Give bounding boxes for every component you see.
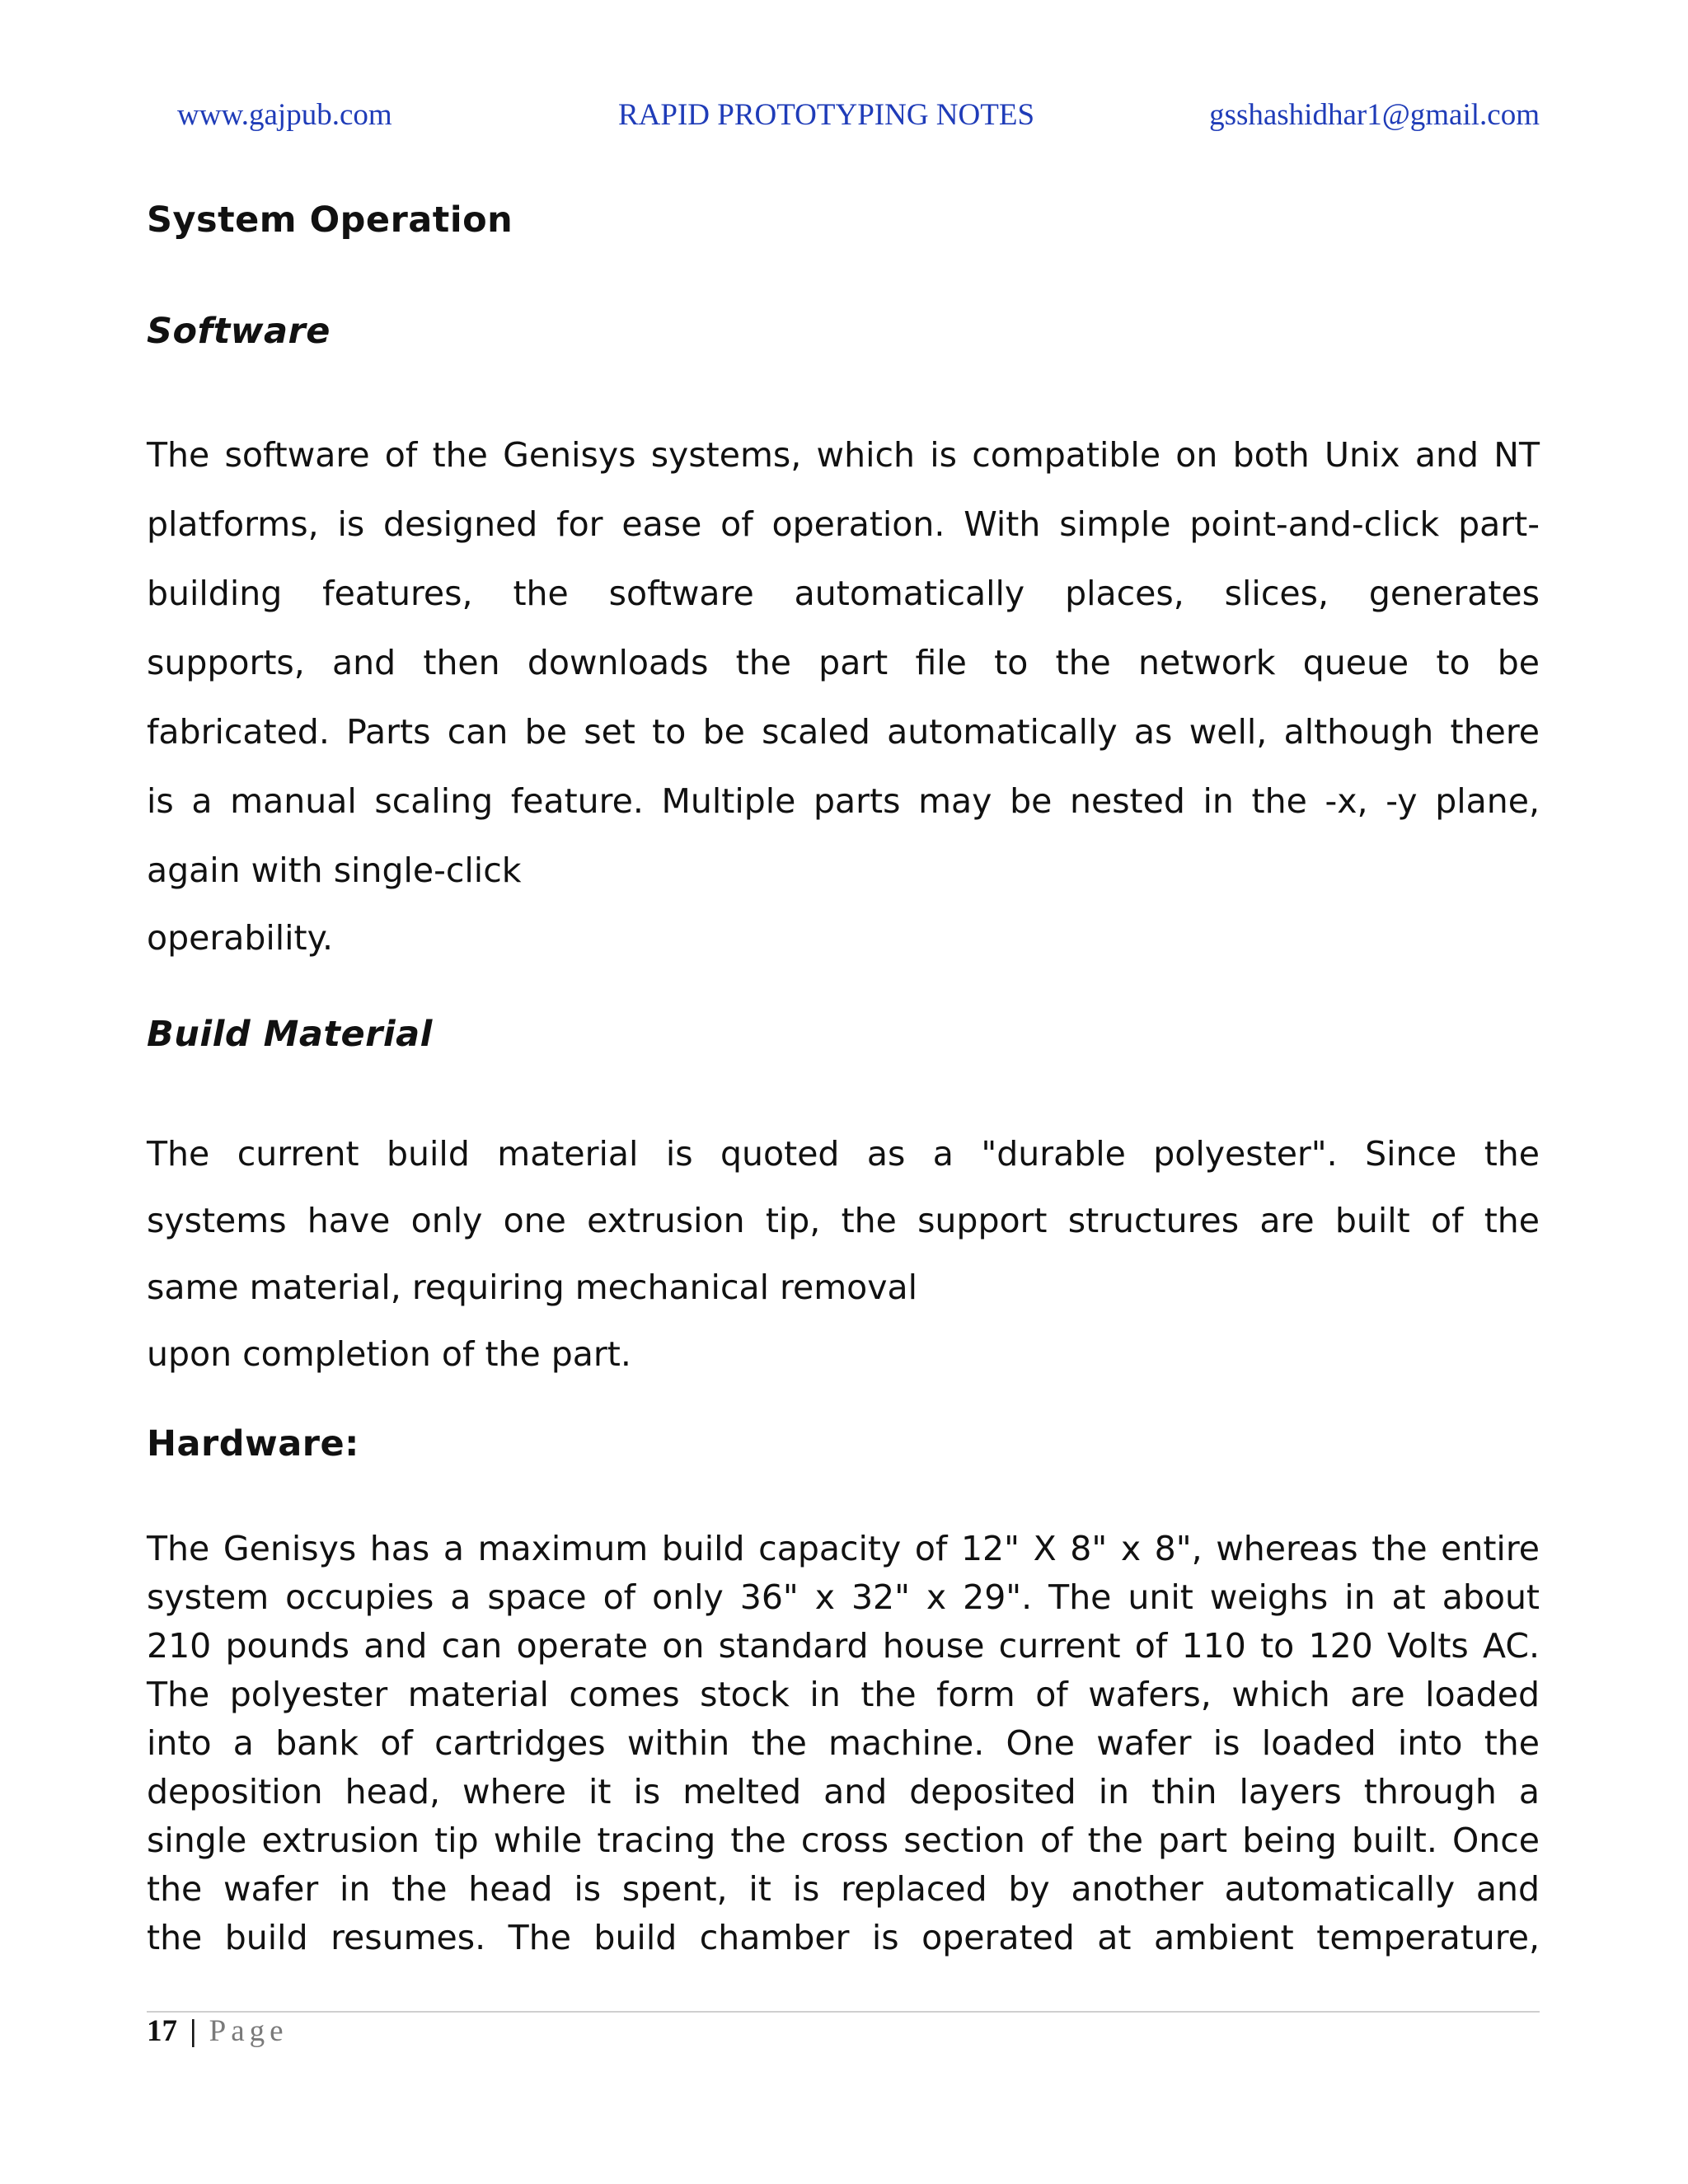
heading-software: Software	[147, 311, 331, 352]
hardware-line: The polyester material comes stock in the form of wafers, which are loaded	[147, 1675, 1540, 1714]
footer-divider	[147, 2011, 1540, 2013]
software-line: again with single-click	[147, 851, 522, 890]
hardware-line: system occupies a space of only 36" x 32" x 29". The unit weighs in at about	[147, 1577, 1540, 1617]
footer-separator: |	[190, 2014, 197, 2048]
software-line: is a manual scaling feature. Multiple parts may be nested in the -x, -y plane,	[147, 781, 1540, 821]
page-header	[0, 97, 1688, 138]
hardware-line: The Genisys has a maximum build capacity of 12" X 8" x 8", whereas the entire	[147, 1529, 1540, 1568]
build-material-line: upon completion of the part.	[147, 1334, 631, 1374]
header-title: RAPID PROTOTYPING NOTES	[618, 98, 1035, 132]
build-material-line: The current build material is quoted as a "durable polyester". Since the	[147, 1134, 1540, 1174]
software-paragraph	[147, 420, 1540, 971]
hardware-line: single extrusion tip while tracing the cross section of the part being built. Once	[147, 1821, 1540, 1860]
hardware-paragraph	[147, 1525, 1540, 1962]
page-footer	[147, 2013, 288, 2049]
heading-build-material: Build Material	[147, 1014, 433, 1055]
page-number: 17	[147, 2014, 177, 2048]
heading-hardware: Hardware:	[147, 1423, 359, 1465]
software-line: fabricated. Parts can be set to be scaled automatically as well, although there	[147, 712, 1540, 752]
build-material-line: systems have only one extrusion tip, the support structures are built of the	[147, 1201, 1540, 1240]
page-label: Page	[209, 2014, 288, 2048]
software-line: The software of the Genisys systems, which is compatible on both Unix and NT	[147, 435, 1540, 475]
hardware-line: into a bank of cartridges within the machine. One wafer is loaded into the	[147, 1723, 1540, 1763]
software-line: operability.	[147, 918, 334, 958]
hardware-line: deposition head, where it is melted and deposited in thin layers through a	[147, 1772, 1540, 1811]
header-email-link[interactable]: gsshashidhar1@gmail.com	[1209, 98, 1540, 132]
build-material-paragraph	[147, 1121, 1540, 1388]
hardware-line: the build resumes. The build chamber is operated at ambient temperature,	[147, 1918, 1540, 1957]
software-line: platforms, is designed for ease of operation. With simple point-and-click part-	[147, 504, 1540, 544]
software-line: building features, the software automatically places, slices, generates	[147, 574, 1540, 613]
build-material-line: same material, requiring mechanical removal	[147, 1268, 918, 1307]
hardware-line: the wafer in the head is spent, it is replaced by another automatically and	[147, 1869, 1540, 1909]
header-website-link[interactable]: www.gajpub.com	[177, 98, 392, 132]
heading-system-operation: System Operation	[147, 199, 513, 241]
software-line: supports, and then downloads the part file to the network queue to be	[147, 643, 1540, 682]
hardware-line: 210 pounds and can operate on standard house current of 110 to 120 Volts AC.	[147, 1626, 1540, 1666]
